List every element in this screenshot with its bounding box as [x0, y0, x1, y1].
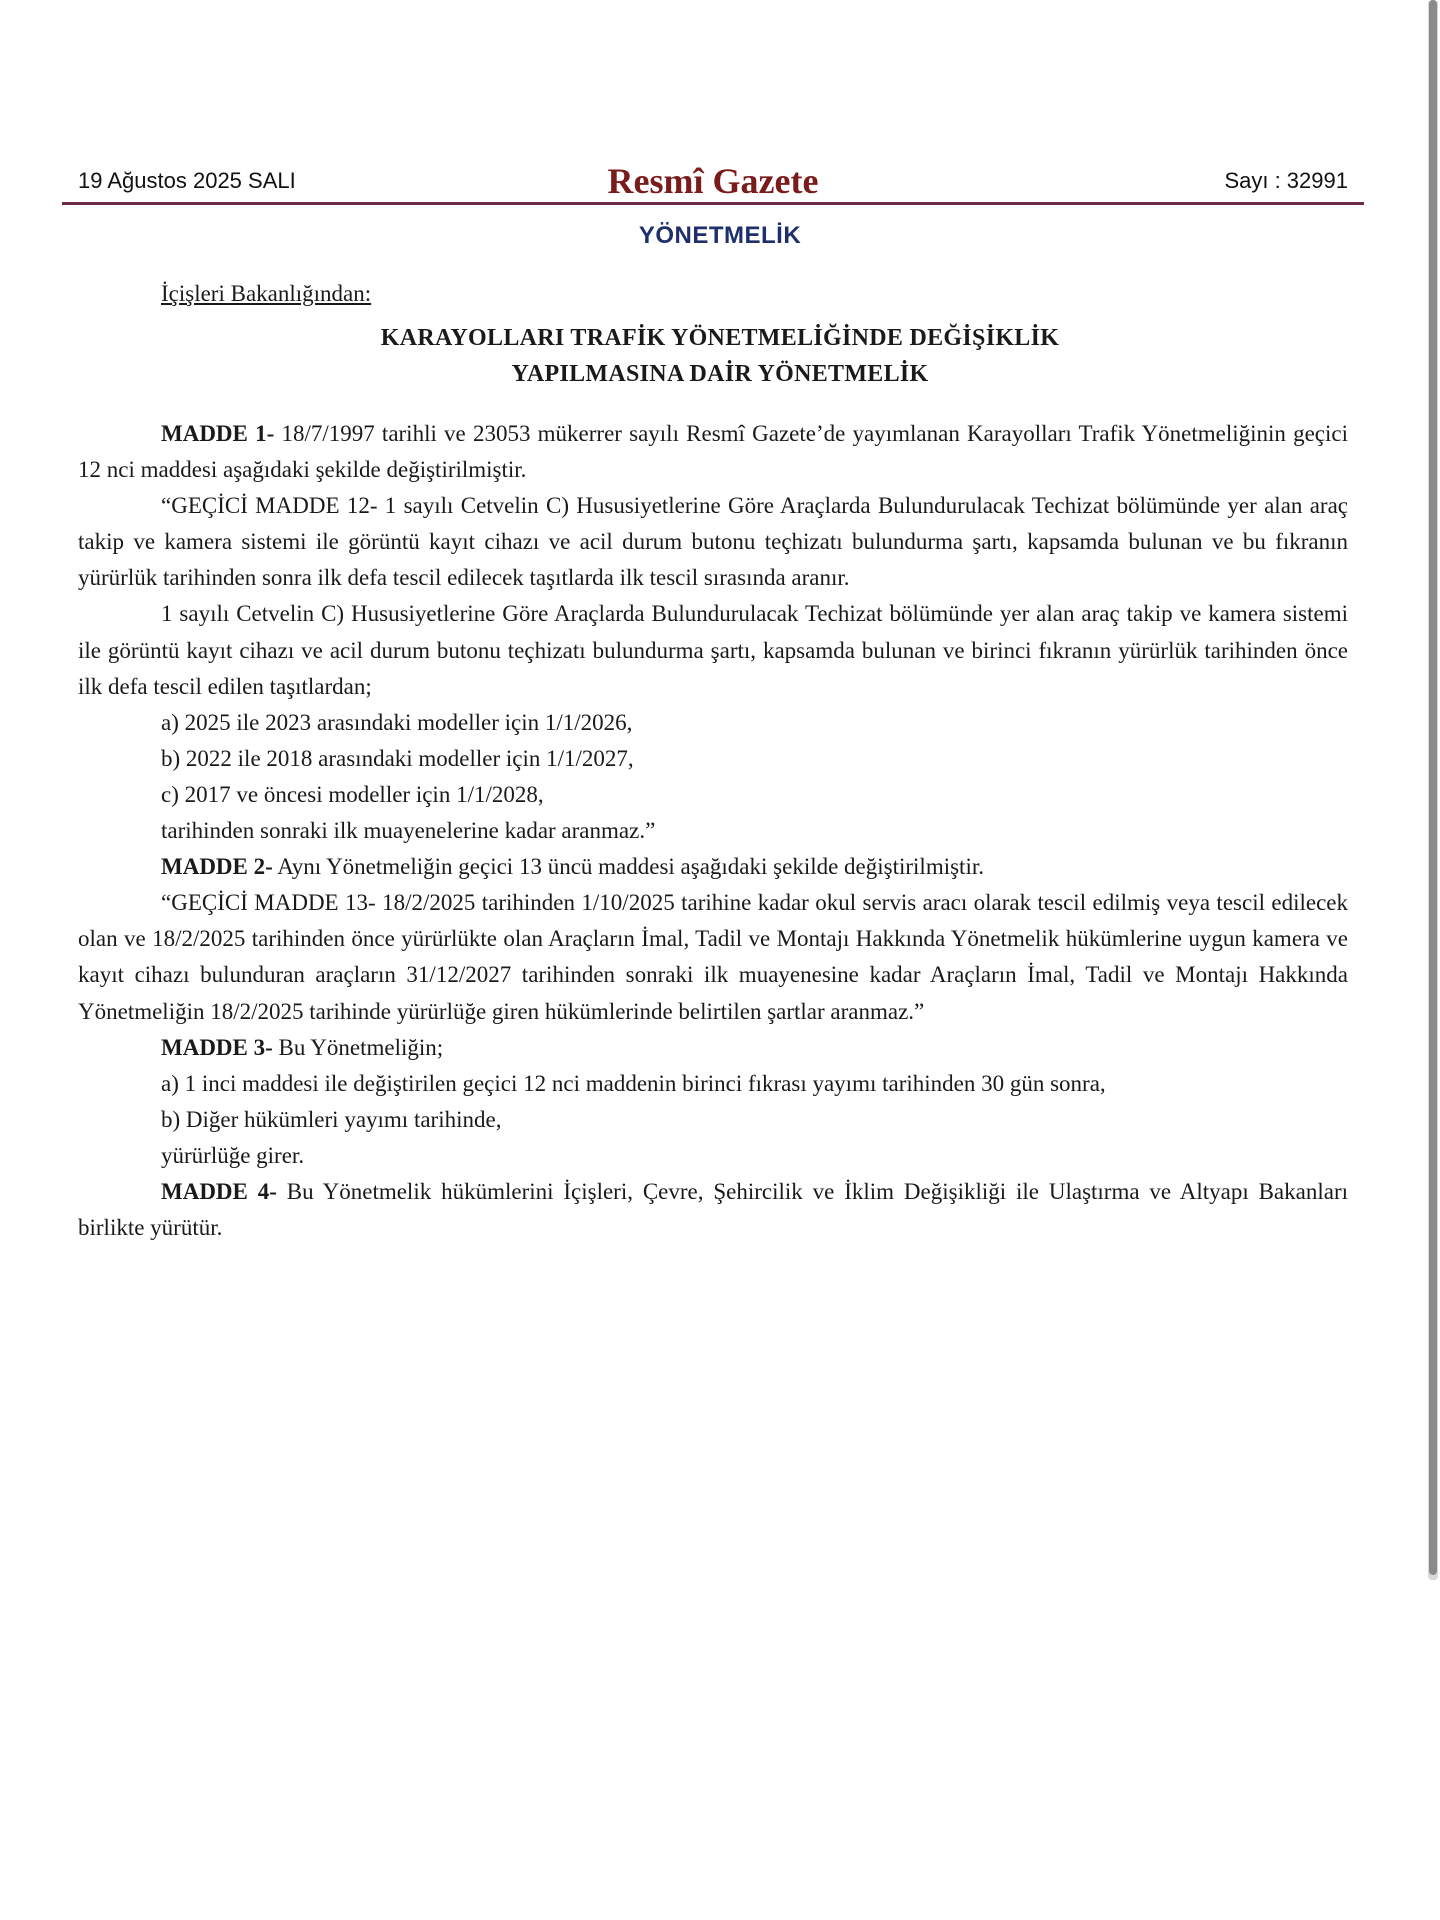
article-3-item-a: a) 1 inci maddesi ile değiştirilen geçici 12 nci maddenin birinci fıkrası yayımı tarihinden 30 gün sonra,	[161, 1070, 1106, 1096]
article-3-label: MADDE 3-	[161, 1034, 273, 1060]
issue-number: Sayı : 32991	[1224, 168, 1348, 193]
article-3-text: Bu Yönetmeliğin;	[272, 1034, 444, 1060]
section-label: YÖNETMELİK	[638, 222, 802, 249]
issue-date: 19 Ağustos 2025 SALI	[78, 168, 296, 193]
article-3	[78, 1030, 1348, 1066]
article-1	[78, 416, 1348, 488]
article-4-label: MADDE 4-	[161, 1178, 277, 1204]
article-1-text: 18/7/1997 tarihli ve 23053 mükerrer sayılı Resmî Gazete’de yayımlanan Karayolları Trafik Yönetmeliğinin geçici 12 nci maddesi aşağıdaki şekilde değiştirilmiştir.	[78, 421, 1348, 483]
regulation-body	[78, 416, 1348, 1246]
article-1-label: MADDE 1-	[161, 421, 275, 446]
article-1-paragraph-3: 1 sayılı Cetvelin C) Hususiyetlerine Göre Araçlarda Bulundurulacak Techizat bölümünde yer alan araç takip ve kamera sistemi ile görüntü kayıt cihazı ve acil durum butonu teçhizatı bulundurma şartı, kapsamda bulunan ve birinci fıkranın yürürlük tarihinden önce ilk defa tescil edilen taşıtlardan;	[78, 601, 1348, 699]
article-2-label: MADDE 2-	[161, 854, 273, 880]
article-1-paragraph-2: “GEÇİCİ MADDE 12- 1 sayılı Cetvelin C) Hususiyetlerine Göre Araçlarda Bulundurulacak Techizat bölümünde yer alan araç takip ve kamera sistemi ile görüntü kayıt cihazı ve acil durum butonu teçhizatı bulundurma şartı, kapsamda bulunan ve bu fıkranın yürürlük tarihinden sonra ilk defa tescil edilecek taşıtlarda ilk tescil sırasında aranır.	[78, 493, 1348, 591]
article-3-closing: yürürlüğe girer.	[161, 1142, 305, 1168]
ministry-name: İçişleri Bakanlığından:	[161, 281, 372, 306]
regulation-title-line-1: KARAYOLLARI TRAFİK YÖNETMELİĞİNDE DEĞİŞİKLİK	[380, 325, 1060, 351]
regulation-title-line-2: YAPILMASINA DAİR YÖNETMELİK	[511, 361, 929, 387]
regulation-title	[0, 320, 1440, 392]
article-4-text: Bu Yönetmelik hükümlerini İçişleri, Çevre, Şehircilik ve İklim Değişikliği ile Ulaştırma ve Altyapı Bakanları birlikte yürütür.	[78, 1178, 1348, 1241]
gazette-title: Resmî Gazete	[607, 161, 819, 201]
article-2-paragraph-2: “GEÇİCİ MADDE 13- 18/2/2025 tarihinden 1/10/2025 tarihine kadar okul servis aracı olarak tescil edilmiş veya tescil edilecek olan ve 18/2/2025 tarihinden önce yürürlükte olan Araçların İmal, Tadil ve Montajı Hakkında Yönetmelik hükümlerine uygun kamera ve kayıt cihazı bulunduran araçların 31/12/2027 tarihinden sonraki ilk muayenesine kadar Araçların İmal, Tadil ve Montajı Hakkında Yönetmeliğin 18/2/2025 tarihinde yürürlüğe giren hükümlerinde belirtilen şartlar aranmaz.”	[78, 890, 1348, 1024]
header-divider	[62, 202, 1364, 205]
article-2	[78, 849, 1348, 885]
article-1-item-b: b) 2022 ile 2018 arasındaki modeller için 1/1/2027,	[161, 745, 634, 771]
scrollbar-thumb[interactable]	[1429, 0, 1437, 1575]
article-3-item-b: b) Diğer hükümleri yayımı tarihinde,	[161, 1106, 502, 1132]
article-2-text: Aynı Yönetmeliğin geçici 13 üncü maddesi aşağıdaki şekilde değiştirilmiştir.	[272, 854, 984, 880]
article-1-closing: tarihinden sonraki ilk muayenelerine kadar aranmaz.”	[161, 818, 656, 844]
article-4	[78, 1174, 1348, 1246]
article-1-item-a: a) 2025 ile 2023 arasındaki modeller için 1/1/2026,	[161, 709, 633, 735]
article-1-item-c: c) 2017 ve öncesi modeller için 1/1/2028,	[161, 781, 544, 807]
